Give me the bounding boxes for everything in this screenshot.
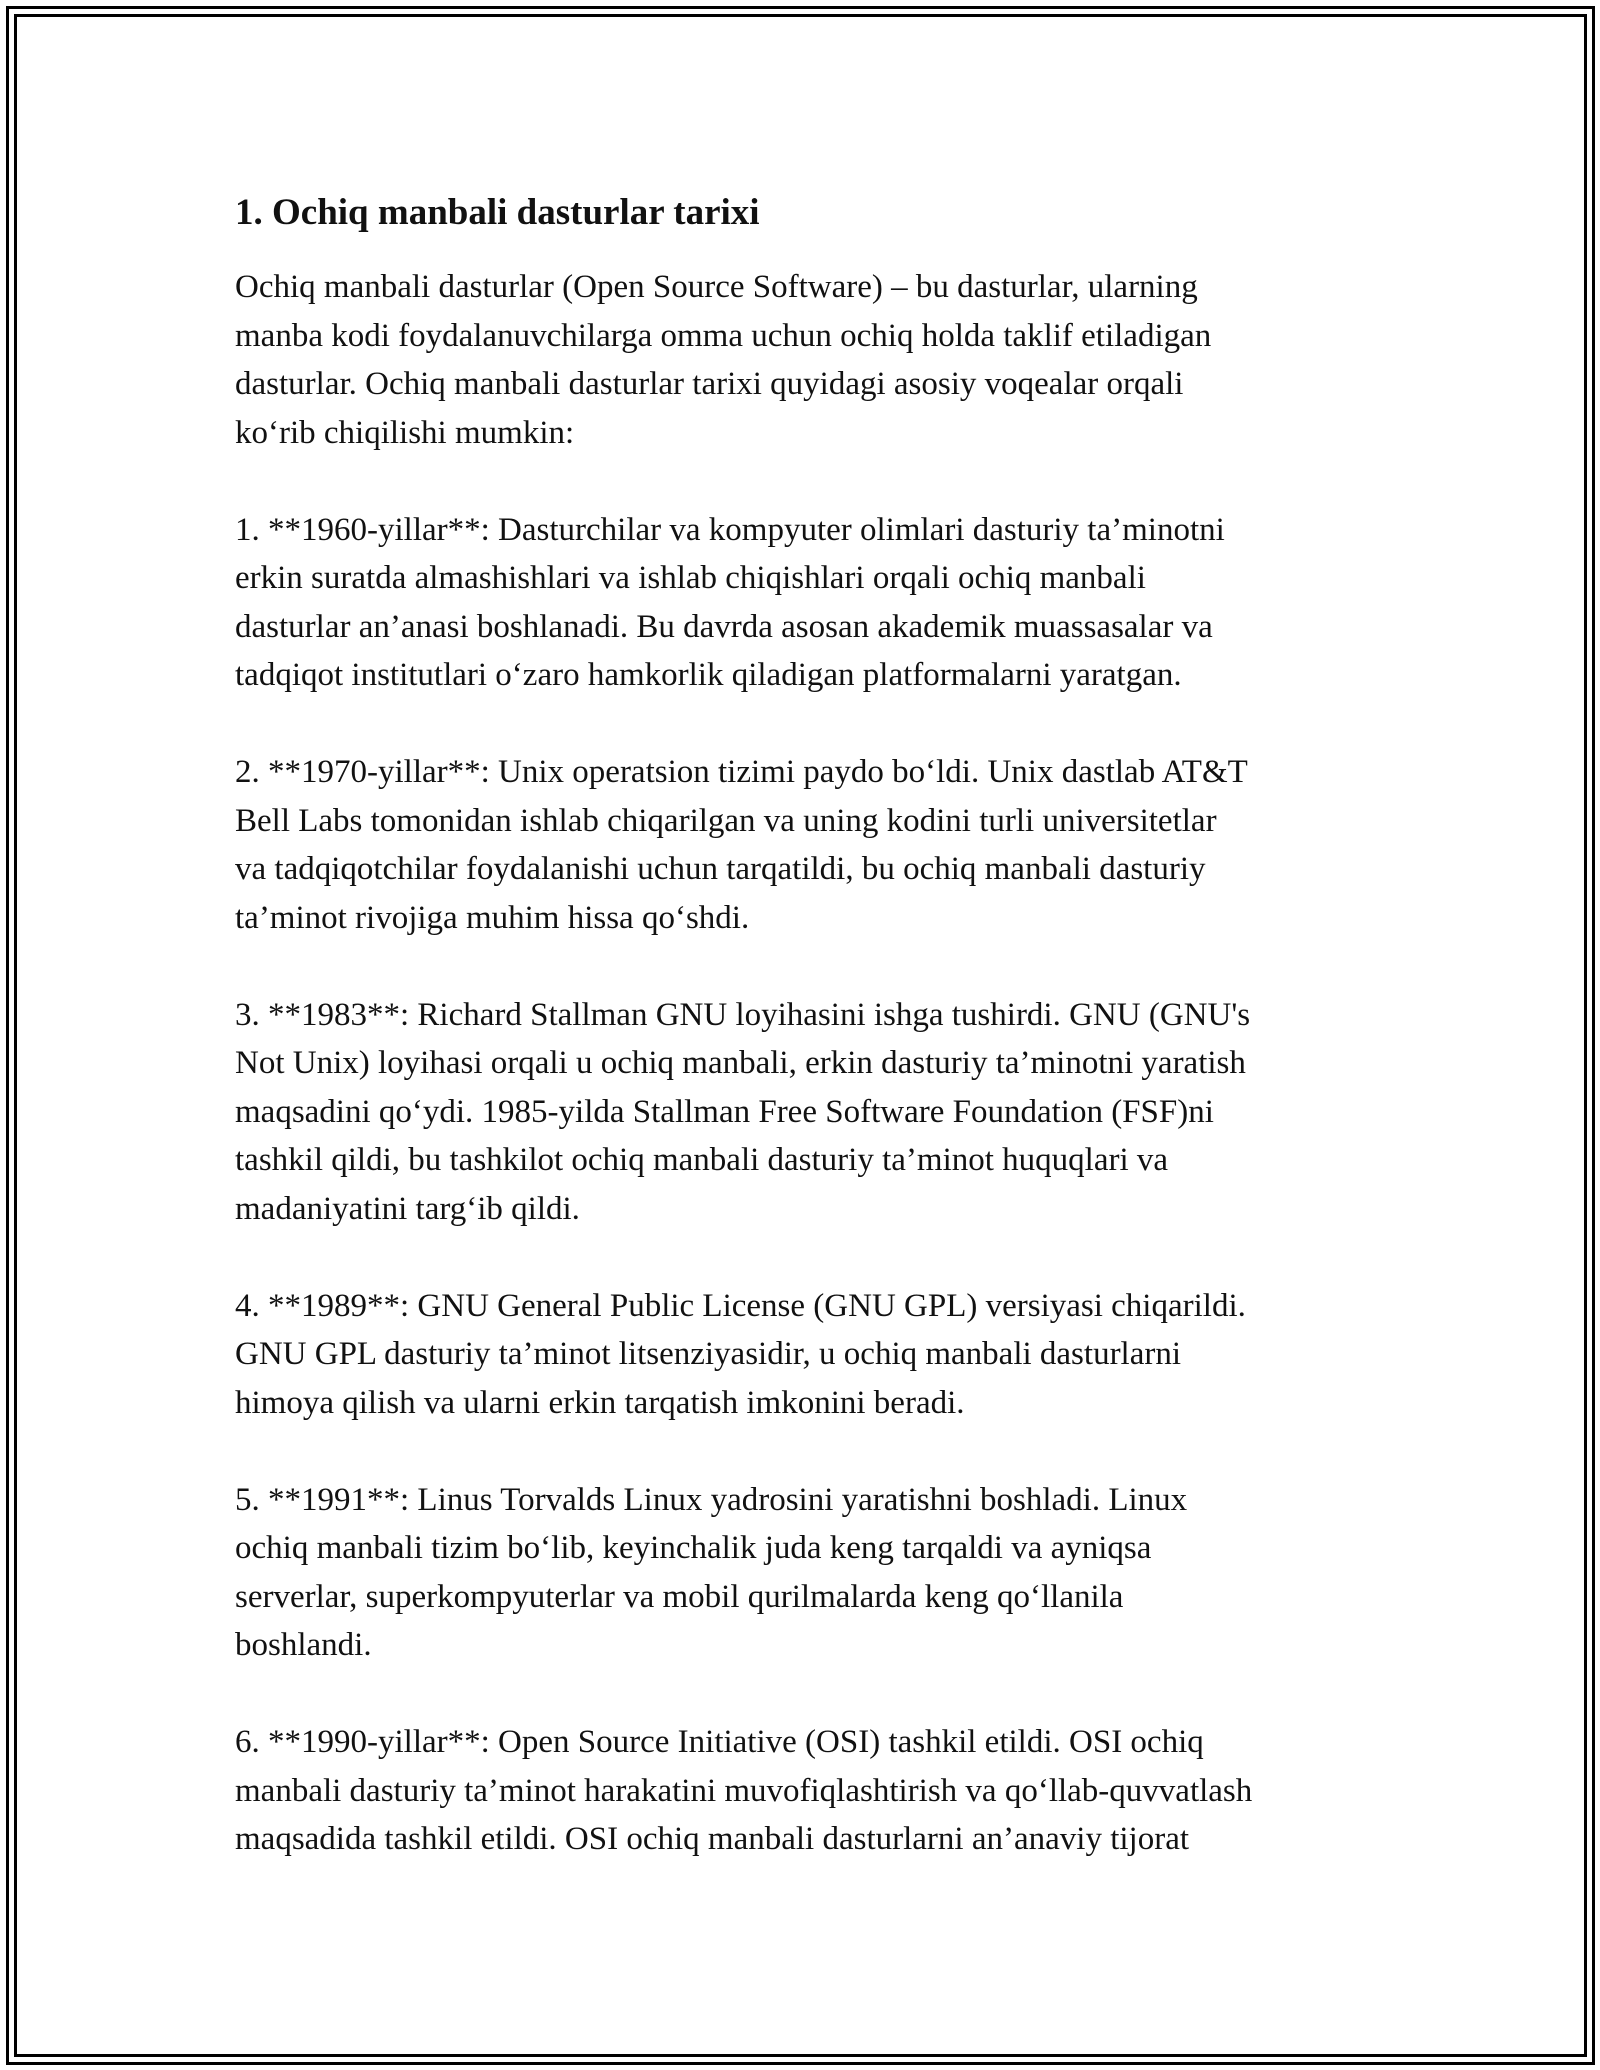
text-line: 2. **1970-yillar**: Unix operatsion tizimi paydo bo‘ldi. Unix dastlab AT&T xyxy=(235,754,1248,790)
text-line: ko‘rib chiqilishi mumkin: xyxy=(235,414,575,451)
text-line: 5. **1991**: Linus Torvalds Linux yadrosini yaratishni boshladi. Linux xyxy=(235,1481,1188,1518)
section-title: 1. Ochiq manbali dasturlar tarixi xyxy=(235,192,760,233)
list-item-1970s xyxy=(235,748,1385,942)
text-line: ochiq manbali tizim bo‘lib, keyinchalik juda keng tarqaldi va ayniqsa xyxy=(235,1530,1152,1566)
text-line: maqsadini qo‘ydi. 1985-yilda Stallman Free Software Foundation (FSF)ni xyxy=(235,1093,1214,1130)
text-line: ta’minot rivojiga muhim hissa qo‘shdi. xyxy=(235,899,750,936)
text-line: maqsadida tashkil etildi. OSI ochiq manbali dasturlarni an’anaviy tijorat xyxy=(235,1821,1190,1857)
text-line: 1. **1960-yillar**: Dasturchilar va kompyuter olimlari dasturiy ta’minotni xyxy=(235,511,1225,548)
text-line: Bell Labs tomonidan ishlab chiqarilgan va uning kodini turli universitetlar xyxy=(235,802,1217,839)
text-line: erkin suratda almashishlari va ishlab chiqishlari orqali ochiq manbali xyxy=(235,560,1146,596)
list-item-1983 xyxy=(235,991,1385,1234)
list-item-1960s xyxy=(235,506,1385,700)
text-line: 3. **1983**: Richard Stallman GNU loyihasini ishga tushirdi. GNU (GNU's xyxy=(235,996,1251,1033)
document-body xyxy=(235,185,1385,1912)
text-line: serverlar, superkompyuterlar va mobil qurilmalarda keng qo‘llanila xyxy=(235,1578,1124,1615)
text-line: Not Unix) loyihasi orqali u ochiq manbali, erkin dasturiy ta’minotni yaratish xyxy=(235,1045,1246,1081)
text-line: Ochiq manbali dasturlar (Open Source Software) – bu dasturlar, ularning xyxy=(235,269,1198,305)
text-line: va tadqiqotchilar foydalanishi uchun tarqatildi, bu ochiq manbali dasturiy xyxy=(235,851,1206,887)
text-line: tadqiqot institutlari o‘zaro hamkorlik qiladigan platformalarni yaratgan. xyxy=(235,657,1182,693)
text-line: dasturlar. Ochiq manbali dasturlar tarixi quyidagi asosiy voqealar orqali xyxy=(235,366,1184,402)
text-line: GNU GPL dasturiy ta’minot litsenziyasidir, u ochiq manbali dasturlarni xyxy=(235,1336,1182,1372)
text-line: madaniyatini targ‘ib qildi. xyxy=(235,1190,580,1227)
text-line: 4. **1989**: GNU General Public License (GNU GPL) versiyasi chiqarildi. xyxy=(235,1287,1246,1324)
text-line: dasturlar an’anasi boshlanadi. Bu davrda asosan akademik muassasalar va xyxy=(235,608,1213,645)
text-line: tashkil qildi, bu tashkilot ochiq manbali dasturiy ta’minot huquqlari va xyxy=(235,1142,1169,1178)
list-item-1991 xyxy=(235,1476,1385,1670)
text-line: 6. **1990-yillar**: Open Source Initiative (OSI) tashkil etildi. OSI ochiq xyxy=(235,1724,1204,1760)
list-item-1989 xyxy=(235,1282,1385,1428)
text-line: himoya qilish va ularni erkin tarqatish imkonini beradi. xyxy=(235,1384,965,1421)
text-line: manbali dasturiy ta’minot harakatini muvofiqlashtirish va qo‘llab-quvvatlash xyxy=(235,1772,1253,1809)
text-line: boshlandi. xyxy=(235,1627,372,1663)
text-line: manba kodi foydalanuvchilarga omma uchun ochiq holda taklif etiladigan xyxy=(235,317,1212,354)
list-item-1990s xyxy=(235,1718,1385,1864)
intro-paragraph xyxy=(235,263,1385,457)
